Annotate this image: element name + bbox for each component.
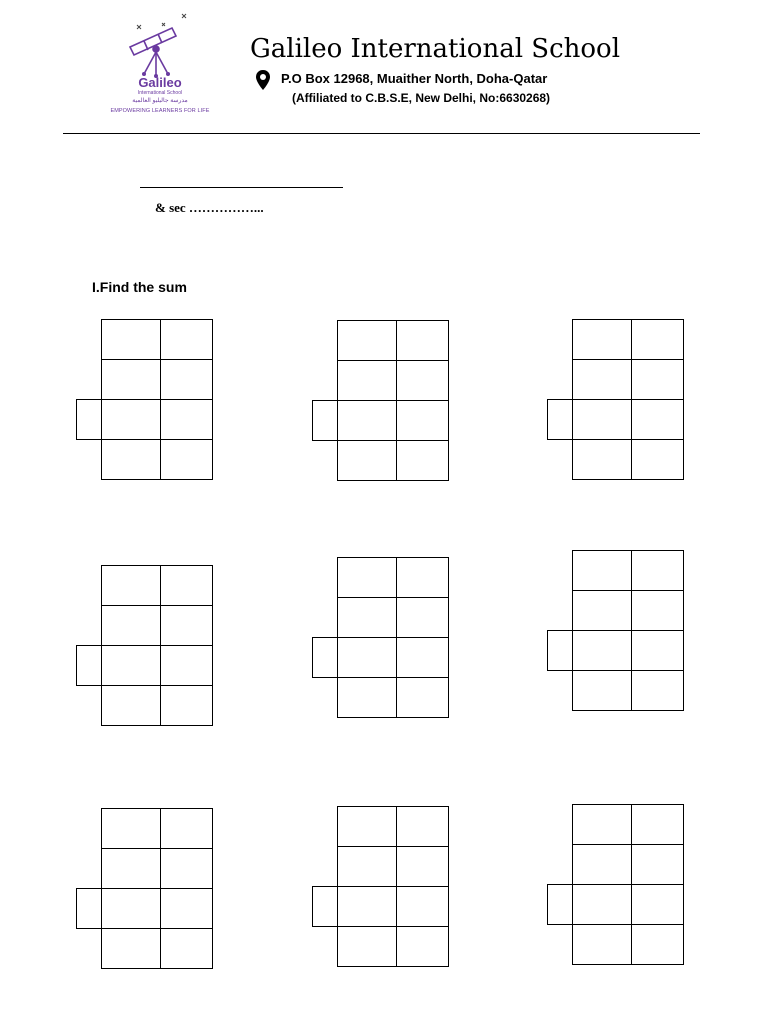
digit-box[interactable]	[572, 399, 632, 440]
digit-box[interactable]	[101, 359, 161, 400]
sum-grid-4	[76, 565, 213, 725]
operator-box[interactable]	[312, 637, 338, 678]
school-name: Galileo International School	[250, 34, 621, 64]
digit-box[interactable]	[101, 928, 161, 969]
digit-box[interactable]	[396, 557, 449, 598]
digit-box[interactable]	[396, 597, 449, 638]
logo-name: Galileo	[138, 75, 182, 90]
digit-box[interactable]	[396, 320, 449, 361]
digit-box[interactable]	[631, 319, 684, 360]
operator-box[interactable]	[312, 400, 338, 441]
operator-box[interactable]	[547, 399, 573, 440]
digit-box[interactable]	[101, 565, 161, 606]
digit-box[interactable]	[396, 846, 449, 887]
operator-box[interactable]	[547, 884, 573, 925]
digit-box[interactable]	[337, 637, 397, 678]
logo-tagline: EMPOWERING LEARNERS FOR LIFE	[110, 108, 210, 114]
sum-grid-7	[76, 808, 213, 968]
student-name-line[interactable]	[140, 187, 343, 188]
question-title: I.Find the sum	[92, 279, 187, 295]
header-divider	[63, 133, 700, 134]
digit-box[interactable]	[572, 630, 632, 671]
digit-box[interactable]	[572, 844, 632, 885]
digit-box[interactable]	[631, 804, 684, 845]
digit-box[interactable]	[631, 630, 684, 671]
digit-box[interactable]	[160, 605, 213, 646]
digit-box[interactable]	[160, 685, 213, 726]
digit-box[interactable]	[160, 808, 213, 849]
digit-box[interactable]	[631, 359, 684, 400]
digit-box[interactable]	[337, 677, 397, 718]
digit-box[interactable]	[631, 884, 684, 925]
operator-box[interactable]	[312, 886, 338, 927]
digit-box[interactable]	[572, 439, 632, 480]
digit-box[interactable]	[160, 888, 213, 929]
operator-box[interactable]	[547, 630, 573, 671]
digit-box[interactable]	[396, 926, 449, 967]
digit-box[interactable]	[396, 400, 449, 441]
digit-box[interactable]	[631, 439, 684, 480]
digit-box[interactable]	[396, 886, 449, 927]
digit-box[interactable]	[101, 848, 161, 889]
digit-box[interactable]	[337, 320, 397, 361]
digit-box[interactable]	[160, 928, 213, 969]
digit-box[interactable]	[101, 319, 161, 360]
digit-box[interactable]	[160, 319, 213, 360]
digit-box[interactable]	[631, 670, 684, 711]
telescope-icon	[100, 12, 220, 82]
digit-box[interactable]	[337, 440, 397, 481]
logo-subtitle: International School	[137, 90, 183, 96]
digit-box[interactable]	[337, 360, 397, 401]
map-pin-icon	[255, 69, 271, 91]
digit-box[interactable]	[631, 550, 684, 591]
digit-box[interactable]	[101, 605, 161, 646]
sum-grid-5	[312, 557, 449, 717]
digit-box[interactable]	[337, 400, 397, 441]
logo-arabic-name: مدرسة جاليليو العالمية	[132, 98, 188, 104]
digit-box[interactable]	[396, 637, 449, 678]
digit-box[interactable]	[101, 685, 161, 726]
digit-box[interactable]	[396, 360, 449, 401]
digit-box[interactable]	[572, 319, 632, 360]
digit-box[interactable]	[572, 924, 632, 965]
digit-box[interactable]	[337, 886, 397, 927]
digit-box[interactable]	[396, 806, 449, 847]
digit-box[interactable]	[101, 439, 161, 480]
school-logo	[100, 12, 220, 120]
sum-grid-6	[547, 550, 684, 710]
operator-box[interactable]	[76, 888, 102, 929]
digit-box[interactable]	[572, 550, 632, 591]
digit-box[interactable]	[337, 846, 397, 887]
digit-box[interactable]	[396, 440, 449, 481]
digit-box[interactable]	[101, 645, 161, 686]
sum-grid-9	[547, 804, 684, 964]
digit-box[interactable]	[396, 677, 449, 718]
digit-box[interactable]	[337, 557, 397, 598]
sum-grid-2	[312, 320, 449, 480]
sum-grid-1	[76, 319, 213, 479]
digit-box[interactable]	[160, 848, 213, 889]
digit-box[interactable]	[160, 399, 213, 440]
digit-box[interactable]	[337, 926, 397, 967]
digit-box[interactable]	[572, 804, 632, 845]
school-affiliation: (Affiliated to C.B.S.E, New Delhi, No:6630268)	[292, 91, 551, 105]
operator-box[interactable]	[76, 399, 102, 440]
digit-box[interactable]	[631, 590, 684, 631]
sum-grid-3	[547, 319, 684, 479]
digit-box[interactable]	[631, 924, 684, 965]
digit-box[interactable]	[101, 888, 161, 929]
digit-box[interactable]	[337, 597, 397, 638]
operator-box[interactable]	[76, 645, 102, 686]
digit-box[interactable]	[631, 844, 684, 885]
digit-box[interactable]	[101, 808, 161, 849]
digit-box[interactable]	[160, 565, 213, 606]
school-address: P.O Box 12968, Muaither North, Doha-Qatar	[281, 71, 548, 86]
digit-box[interactable]	[631, 399, 684, 440]
digit-box[interactable]	[572, 359, 632, 400]
digit-box[interactable]	[572, 670, 632, 711]
digit-box[interactable]	[337, 806, 397, 847]
digit-box[interactable]	[572, 884, 632, 925]
digit-box[interactable]	[572, 590, 632, 631]
digit-box[interactable]	[101, 399, 161, 440]
class-section-label: & sec ……………...	[155, 200, 264, 215]
digit-box[interactable]	[160, 439, 213, 480]
digit-box[interactable]	[160, 359, 213, 400]
sum-grid-8	[312, 806, 449, 966]
digit-box[interactable]	[160, 645, 213, 686]
